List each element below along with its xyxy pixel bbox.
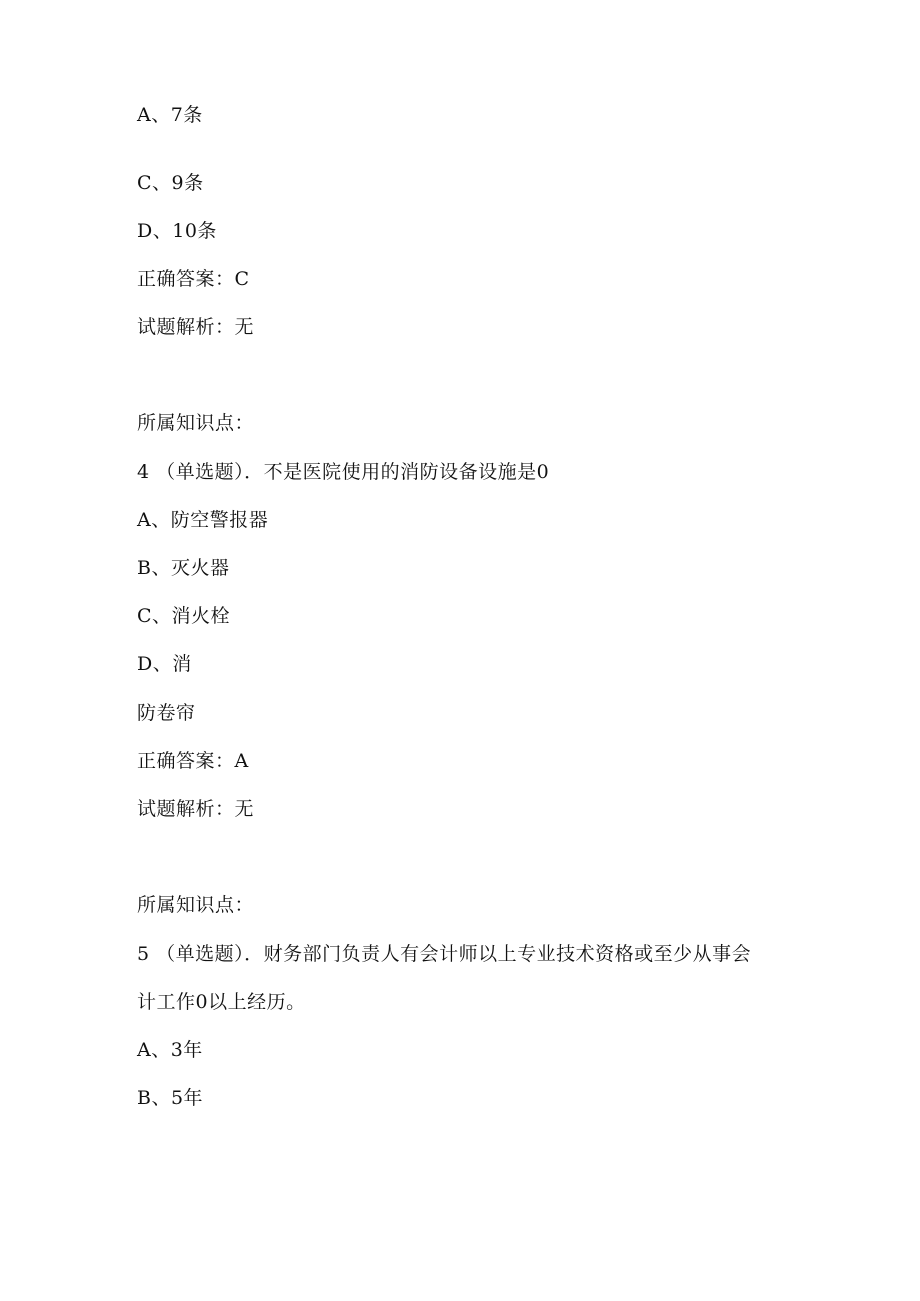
q5-question-line1: 5 （单选题）．财务部门负责人有会计师以上专业技术资格或至少从事会 (137, 943, 752, 965)
q5-option-b: B、5年 (137, 1087, 204, 1109)
q4-analysis: 试题解析：无 (137, 798, 255, 820)
q4-option-d-continued: 防卷帘 (137, 702, 196, 724)
q5-option-a: A、3年 (137, 1039, 203, 1061)
q4-option-d: D、消 (137, 653, 192, 675)
q3-analysis: 试题解析：无 (137, 316, 255, 338)
q4-answer: 正确答案：A (137, 750, 249, 772)
q3-option-d: D、10条 (137, 220, 217, 242)
q4-question: 4 （单选题）．不是医院使用的消防设备设施是0 (137, 461, 550, 483)
q3-answer: 正确答案：C (137, 268, 250, 290)
q5-question-line2: 计工作0以上经历。 (137, 991, 306, 1013)
q4-option-a: A、防空警报器 (137, 509, 269, 531)
q4-option-c: C、消火栓 (137, 605, 231, 627)
q3-option-a: A、7条 (137, 104, 203, 126)
q3-knowledge-point: 所属知识点： (137, 412, 255, 434)
q3-option-c: C、9条 (137, 172, 204, 194)
q4-knowledge-point: 所属知识点： (137, 894, 255, 916)
q4-option-b: B、灭火器 (137, 557, 230, 579)
